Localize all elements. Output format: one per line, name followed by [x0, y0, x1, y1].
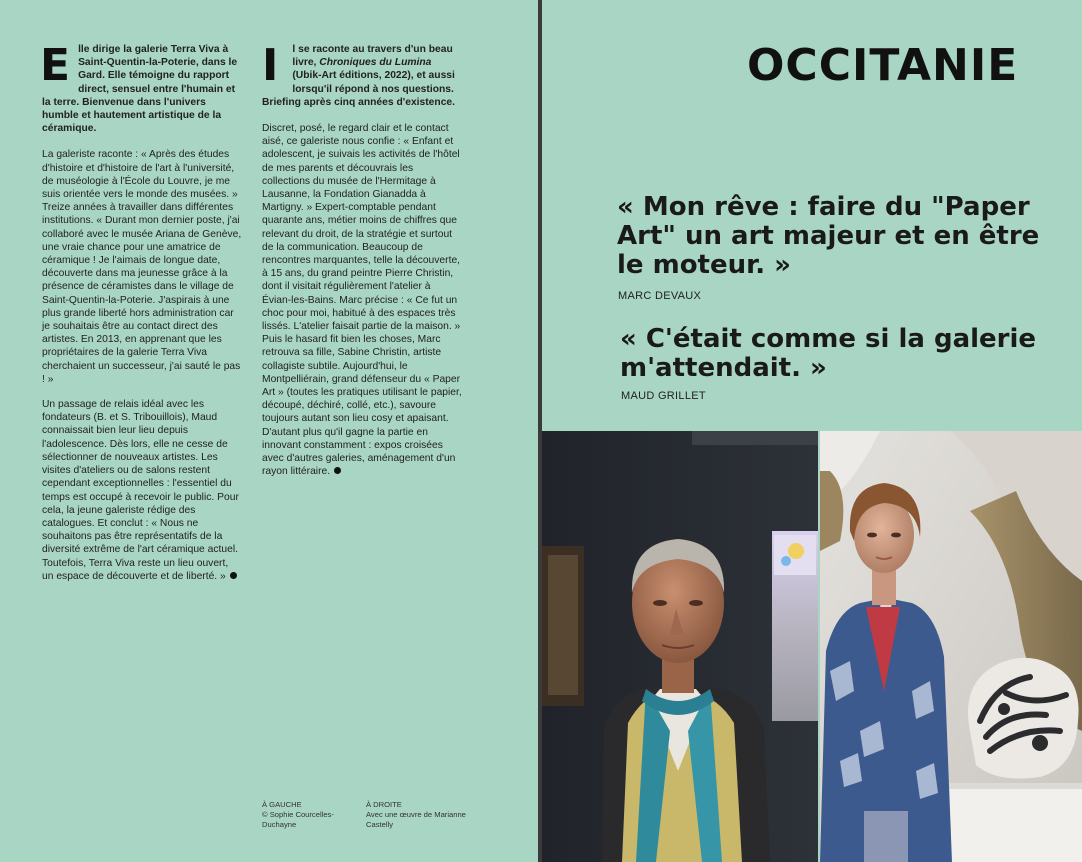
- end-mark-icon: [334, 467, 341, 474]
- lede-maud-text: lle dirige la galerie Terra Viva à Saint-Quentin-la-Poterie, dans le Gard. Elle témoigne du rapport direct, sensuel entre l'humain et la terre. Bienvenue dans l'univers humble et hautement artistique de la céramique.: [42, 44, 238, 135]
- quote-author-marc: MARC DEVAUX: [618, 290, 702, 302]
- portrait-marc-illustration: [542, 431, 818, 862]
- book-title: Chroniques du Lumina: [319, 57, 432, 69]
- quote-marc: « Mon rêve : faire du "Paper Art" un art majeur et en être le moteur. »: [617, 192, 1040, 280]
- portrait-photo-maud: [820, 431, 1082, 862]
- paragraph-last: [42, 398, 242, 583]
- lede-marc-text: l se raconte au travers d'un beau livre,: [292, 44, 453, 69]
- portrait-maud-illustration: [820, 431, 1082, 862]
- paragraph-last: [262, 122, 462, 478]
- caption-text: © Sophie Courcelles-Duchayne: [262, 810, 334, 829]
- caption-right: [366, 800, 476, 830]
- right-page: [542, 0, 1082, 862]
- end-mark-icon: [230, 572, 237, 579]
- lede-marc: [262, 40, 462, 109]
- caption-left: [262, 800, 357, 830]
- lede-marc-text-end: (Ubik-Art éditions, 2022), et aussi lorsqu'il répond à nos questions. Briefing après cinq années d'existence.: [262, 70, 456, 108]
- caption-text: Avec une œuvre de Marianne Castelly: [366, 810, 466, 829]
- drop-cap-e: E: [40, 40, 71, 91]
- left-page: [0, 0, 538, 862]
- caption-title: À DROITE: [366, 800, 402, 809]
- region-heading: OCCITANIE: [747, 40, 1019, 91]
- paragraph-text: Discret, posé, le regard clair et le contact aisé, ce galeriste nous confie : « Enfant et adolescent, je suivais les activités de l'hôtel de mes parents et découvrais les collections du musée de l'Hermitage à Lausanne, la Fondation Gianadda à Martigny. » Expert-comptable pendant quarante ans, métier moins de chiffres que relevant du droit, de la stratégie et surtout de la communication. Beaucoup de rencontres marquantes, telle la découverte, à 15 ans, du grand peintre Pierre Christin, dont il visitait régulièrement l'atelier à Évian-les-Bains. Marc précise : « Ce fut un choc pour moi, habitué à des espaces très lissés. L'atelier faisait partie de la maison. » Puis le hasard fit bien les choses, Marc retrouva sa fille, Sabine Christin, artiste collagiste subtile. Aujourd'hui, le Montpelliérain, grand défenseur du « Paper Art » (toutes les pratiques utilisant le papier, découpé, déchiré, collé, etc.), savoure toujours autant son lieu cosy et apaisant. D'autant plus qu'il gagne la partie en innovant constamment : expos croisées avec d'autres galeries, aménagement d'un rayon littéraire.: [262, 123, 462, 478]
- paragraph: La galeriste raconte : « Après des études d'histoire et d'histoire de l'art à l'université, de muséologie à l'École du Louvre, je me suis orientée vers le monde des musées. » Treize années à travailler dans différentes institutions. « Durant mon dernier poste, j'ai collaboré avec le musée Ariana de Genève, une vraie chance pour une amatrice de céramique ! Je l'aimais de longue date, découverte dans ma jeunesse grâce à la présence de céramistes dans le village de Saint-Quentin-la-Poterie. J'aspirais à une plus grande liberté hors administration car je souhaitais être au contact direct des artistes. En 2013, en apprenant que les propriétaires de la galerie Terra Viva cherchaient un successeur, j'ai sauté le pas ! »: [42, 149, 242, 385]
- portrait-photo-marc: [542, 431, 818, 862]
- paragraph-text: Un passage de relais idéal avec les fondateurs (B. et S. Tribouillois), Maud connaissait bien leur lieu depuis l'adolescence. Dès lors, elle ne cesse de sélectionner de nouveaux artistes. Les visites d'ateliers ou de salons restent cependant exceptionnelles : l'essentiel du temps est occupé à recevoir le public. Pour cela, la jeune galeriste rédige des catalogues. Et conclut : « Nous ne souhaitons pas être représentatifs de la diversité extrême de l'art céramique actuel. Toutefois, Terra Viva reste un lieu ouvert, un espace de découverte et de liberté. »: [42, 399, 239, 582]
- article-column-marc: [262, 40, 462, 491]
- drop-cap-i: I: [262, 40, 279, 91]
- quote-author-maud: MAUD GRILLET: [621, 390, 706, 402]
- article-column-maud: [40, 40, 242, 595]
- caption-title: À GAUCHE: [262, 800, 302, 809]
- lede-maud: [40, 40, 242, 135]
- quote-maud: « C'était comme si la galerie m'attendait. »: [620, 324, 1037, 383]
